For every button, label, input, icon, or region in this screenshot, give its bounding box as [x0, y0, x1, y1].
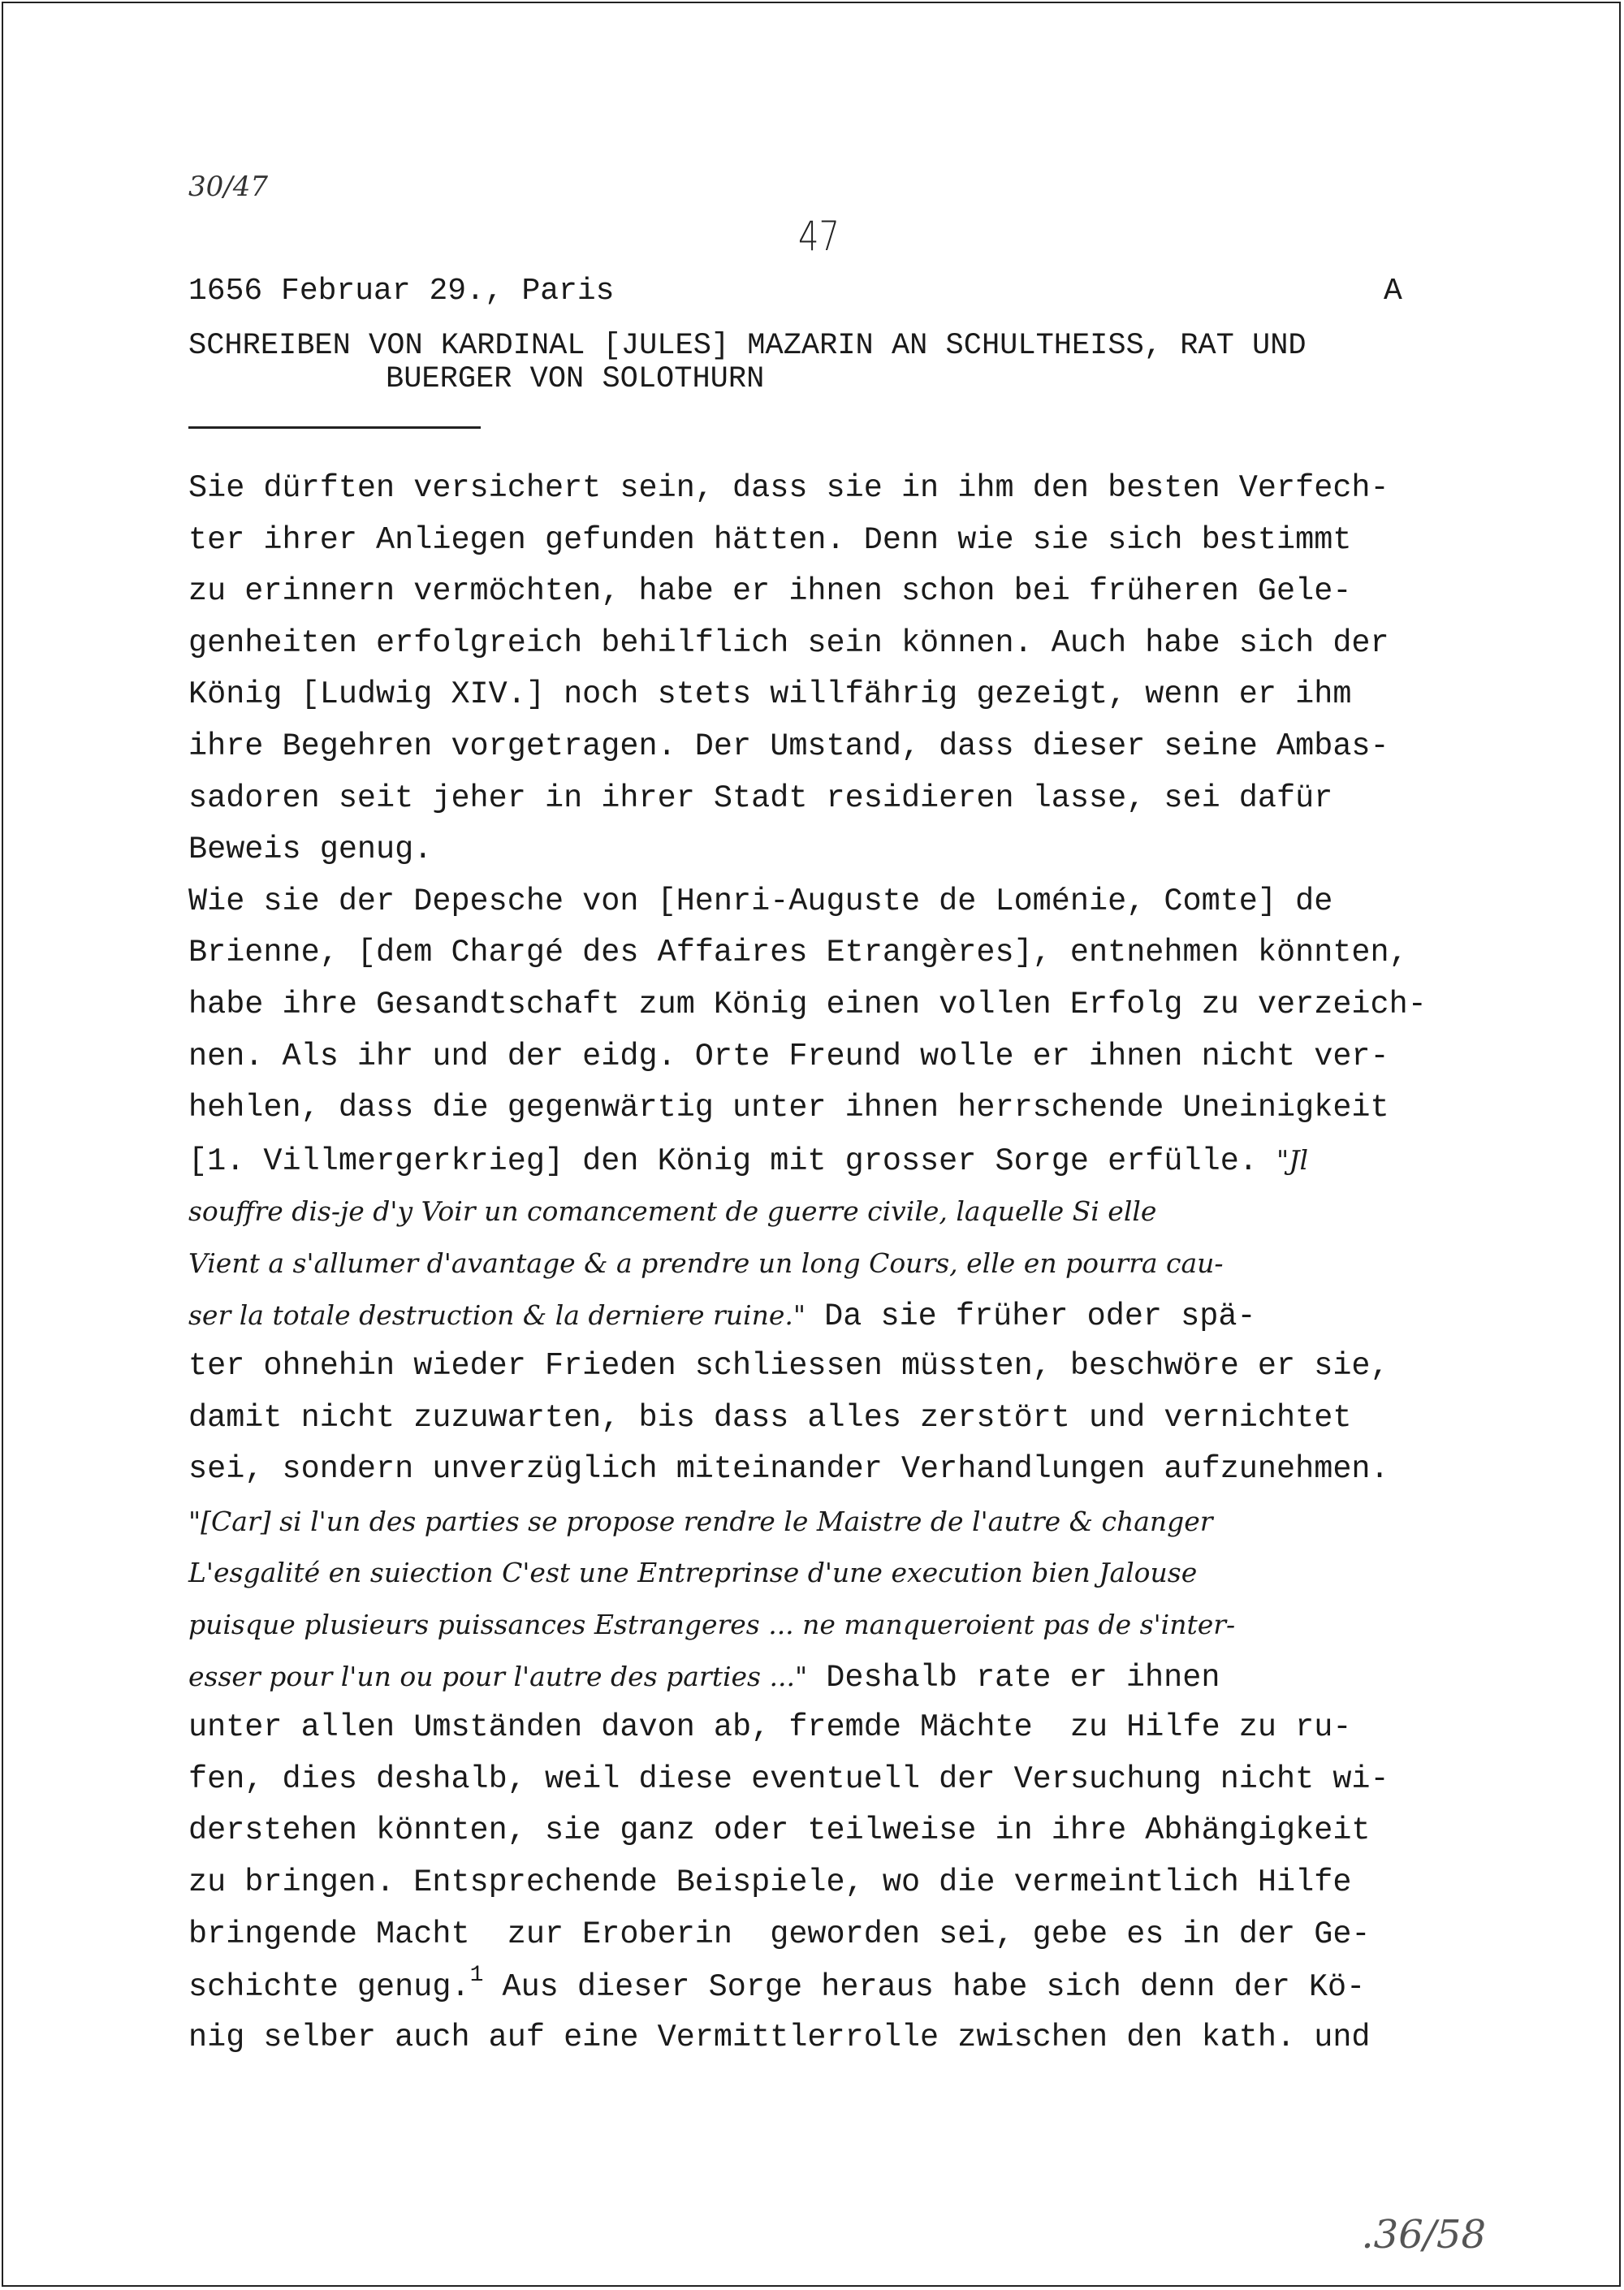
quoted-french-text: souffre dis-je d'y Voir un comancement de guerre civile, laquelle Si elle [188, 1195, 1157, 1228]
text-segment: König [Ludwig XIV.] noch stets willfährig gezeigt, wenn er ihm [188, 676, 1352, 713]
text-line [188, 1290, 1427, 1342]
text-segment: genheiten erfolgreich behilflich sein können. Auch habe sich der [188, 624, 1389, 661]
text-segment: Da sie früher oder spä- [806, 1298, 1256, 1334]
quoted-french-text: ser la totale destruction & la derniere ruine." [188, 1298, 806, 1331]
text-segment: sei, sondern unverzüglich miteinander Verhandlungen aufzunehmen. [188, 1451, 1389, 1488]
text-segment: damit nicht zuzuwarten, bis dass alles zerstört und vernichtet [188, 1399, 1352, 1436]
footnote-marker: 1 [469, 1963, 484, 1989]
text-line [188, 1909, 1427, 1961]
text-segment: zu erinnern vermöchten, habe er ihnen schon bei früheren Gele- [188, 573, 1352, 610]
text-segment: Sie dürften versichert sein, dass sie in ihm den besten Verfech- [188, 470, 1389, 506]
archive-reference: 30/47 [188, 171, 268, 203]
text-segment: bringende Macht zur Eroberin geworden sei, gebe es in der Ge- [188, 1916, 1371, 1952]
text-segment: ter ohnehin wieder Frieden schliessen müssten, beschwöre er sie, [188, 1348, 1389, 1385]
text-line [188, 721, 1427, 773]
text-line [188, 824, 1427, 876]
text-segment: Aus dieser Sorge heraus habe sich denn der Kö- [483, 1969, 1366, 2006]
text-line [188, 1702, 1427, 1754]
quoted-french-text: "Jl [1276, 1143, 1308, 1176]
text-segment: hehlen, dass die gegenwärtig unter ihnen herrschende Uneinigkeit [188, 1090, 1389, 1126]
text-line [188, 1238, 1427, 1290]
text-segment: fen, dies deshalb, weil diese eventuell der Versuchung nicht wi- [188, 1761, 1389, 1797]
document-title-line-1: SCHREIBEN VON KARDINAL [JULES] MAZARIN AN SCHULTHEISS, RAT UND [188, 329, 1307, 363]
text-line [188, 1599, 1427, 1651]
text-segment: sadoren seit jeher in ihrer Stadt residieren lasse, sei dafür [188, 780, 1333, 816]
body-text [188, 463, 1427, 2063]
text-line [188, 618, 1427, 670]
page-stamp: .36/58 [1361, 2212, 1486, 2258]
title-underline [188, 426, 481, 429]
date-place: 1656 Februar 29., Paris [188, 274, 615, 309]
text-line [188, 1547, 1427, 1599]
text-segment: schichte genug. [188, 1969, 470, 2006]
text-line [188, 463, 1427, 515]
text-segment: zu bringen. Entsprechende Beispiele, wo die vermeintlich Hilfe [188, 1864, 1352, 1901]
text-segment: habe ihre Gesandtschaft zum König einen vollen Erfolg zu verzeich- [188, 986, 1427, 1022]
text-segment: nen. Als ihr und der eidg. Orte Freund wolle er ihnen nicht ver- [188, 1038, 1389, 1074]
text-line [188, 1134, 1427, 1186]
text-segment: Brienne, [dem Chargé des Affaires Etrangères], entnehmen könnten, [188, 935, 1408, 971]
text-line [188, 1393, 1427, 1445]
text-line [188, 1341, 1427, 1393]
text-line [188, 1496, 1427, 1548]
text-line [188, 876, 1427, 928]
text-line [188, 566, 1427, 618]
text-segment: Wie sie der Depesche von [Henri-Auguste de Loménie, Comte] de [188, 883, 1333, 919]
text-segment: unter allen Umständen davon ab, fremde Mächte zu Hilfe zu ru- [188, 1709, 1352, 1746]
quoted-french-text: puisque plusieurs puissances Estrangeres ... ne manqueroient pas de s'inter- [188, 1609, 1236, 1641]
text-line [188, 1031, 1427, 1083]
text-segment: Deshalb rate er ihnen [807, 1659, 1220, 1696]
text-line [188, 1754, 1427, 1806]
text-segment: derstehen könnten, sie ganz oder teilweise in ihre Abhängigkeit [188, 1813, 1371, 1849]
text-line [188, 1857, 1427, 1909]
text-line [188, 773, 1427, 825]
text-segment: Beweis genug. [188, 832, 433, 868]
text-line [188, 1960, 1427, 2012]
document-letter: A [1384, 274, 1402, 309]
quoted-french-text: esser pour l'un ou pour l'autre des parties ..." [188, 1660, 808, 1692]
text-line [188, 1651, 1427, 1703]
text-line [188, 1082, 1427, 1134]
text-line [188, 1444, 1427, 1496]
text-segment: [1. Villmergerkrieg] den König mit grosser Sorge erfülle. [188, 1143, 1277, 1179]
text-line [188, 669, 1427, 721]
document-number: 47 [798, 213, 840, 260]
quoted-french-text: Vient a s'allumer d'avantage & a prendre un long Cours, elle en pourra cau- [188, 1247, 1224, 1279]
text-line [188, 2012, 1427, 2064]
text-line [188, 979, 1427, 1031]
text-line [188, 1805, 1427, 1857]
text-segment: ter ihrer Anliegen gefunden hätten. Denn wie sie sich bestimmt [188, 521, 1352, 558]
text-line [188, 1186, 1427, 1238]
text-segment: ihre Begehren vorgetragen. Der Umstand, dass dieser seine Ambas- [188, 728, 1389, 764]
quoted-french-text: L'esgalité en suiection C'est une Entreprinse d'une execution bien Jalouse [188, 1557, 1198, 1589]
text-line [188, 927, 1427, 979]
quoted-french-text: "[Car] si l'un des parties se propose rendre le Maistre de l'autre & changer [188, 1505, 1213, 1537]
document-title-line-2: BUERGER VON SOLOTHURN [386, 362, 765, 396]
text-segment: nig selber auch auf eine Vermittlerrolle zwischen den kath. und [188, 2019, 1371, 2055]
text-line [188, 515, 1427, 567]
